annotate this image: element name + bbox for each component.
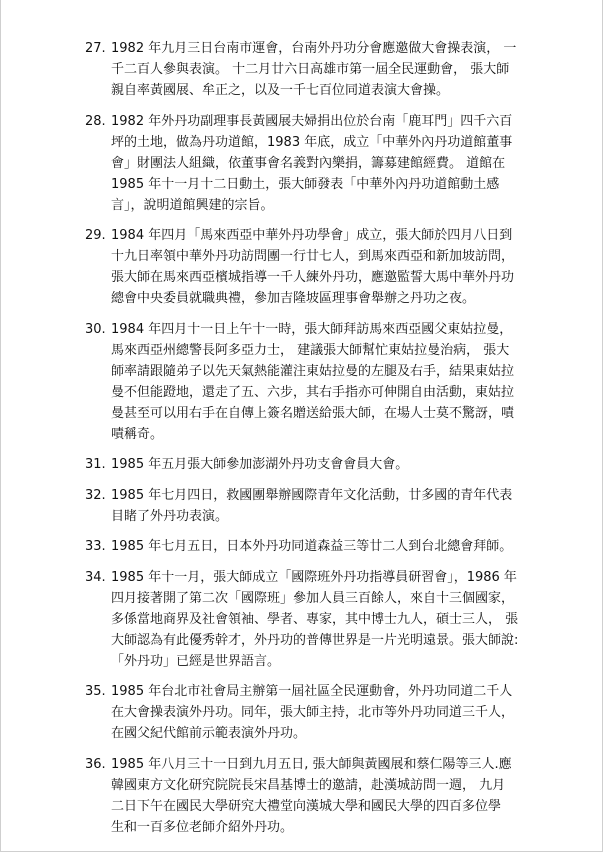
item-text-line: 1984 年四月「馬來西亞中華外丹功學會」成立，張大師於四月八日到	[111, 228, 513, 243]
item-number: 30.	[85, 321, 106, 337]
item-text-line: 大師認為有此優秀幹才，外丹功的普傳世界是一片光明遠景。張大師說:	[111, 632, 519, 648]
item-text-line: 在國父紀代館前示範表演外丹功。	[111, 726, 307, 741]
item-text-line: 1984 年四月十一日上午十一時，張大師拜訪馬來西亞國父東姑拉曼，	[111, 321, 513, 337]
item-text-line: 1985 年七月四日，救國團舉辦國際青年文化活動，廿多國的青年代表	[111, 487, 513, 503]
item-text	[111, 754, 557, 838]
item-text-line: 十九日率領中華外丹功訪問團一行廿七人，到馬來西亞和新加坡訪問，	[111, 249, 515, 264]
list-item	[85, 567, 557, 672]
item-text-line: 生和一百多位老師介紹外丹功。	[111, 819, 294, 835]
item-text-line: 1982 年九月三日台南市運會，台南外丹功分會應邀做大會操表演， 一	[111, 41, 517, 56]
item-text-line: 曼不但能蹬地，還走了五、六步，其右手指亦可伸開自由活動，東姑拉	[111, 384, 515, 400]
item-text	[111, 225, 557, 309]
list-item	[85, 38, 557, 101]
item-text-line: 1985 年八月三十一日到九月五日, 張大師與黃國展和蔡仁陽等三人.應	[111, 756, 512, 772]
item-text-line: 千二百人參與表演。 十二月廿六日高雄市第一屆全民運動會， 張大師	[111, 62, 510, 77]
item-text-line: 師率請跟隨弟子以先天氣熱能灌注東姑拉曼的左腿及右手，結果東姑拉	[111, 363, 515, 379]
item-text-line: 多係當地商界及社會領袖、學者、專家，其中博士九人，碩士三人， 張	[111, 611, 519, 627]
item-text-line: 1985 年七月五日，日本外丹功同道森益三等廿二人到台北總會拜師。	[111, 539, 513, 554]
list-item	[85, 681, 557, 744]
item-text-line: 親自率黃國展、牟正之，以及一千七百位同道表演大會操。	[111, 83, 450, 98]
item-text	[111, 454, 557, 475]
item-text-line: 1985 年十一月，張大師成立「國際班外丹功指導員研習會」，1986 年	[111, 569, 517, 585]
item-text-line: 在大會操表演外丹功。同年，張大師主持，北市等外丹功同道三千人，	[111, 705, 515, 720]
list-item	[85, 225, 557, 309]
chronology-list	[85, 38, 557, 847]
item-text	[111, 536, 557, 557]
item-text	[111, 567, 557, 672]
item-number: 36.	[85, 756, 106, 772]
item-text	[111, 681, 557, 744]
item-number: 29.	[85, 228, 106, 243]
item-text-line: 1985 年十一月十二日動土，張大師發表「中華外內丹功道館動土感	[111, 176, 500, 192]
item-number: 34.	[85, 569, 106, 585]
item-number: 27.	[85, 41, 106, 56]
item-text	[111, 111, 557, 216]
item-text-line: 1985 年台北市社會局主辦第一屆社區全民運動會，外丹功同道二千人	[111, 684, 513, 699]
item-number: 35.	[85, 684, 106, 699]
item-text-line: 馬來西亞州總警長阿多亞力士， 建議張大師幫忙東姑拉曼治病， 張大	[111, 342, 510, 358]
item-text	[111, 38, 557, 101]
list-item	[85, 754, 557, 838]
item-text-line: 二日下午在國民大學研究大禮堂向漢城大學和國民大學的四百多位學	[111, 798, 502, 814]
item-text-line: 目睹了外丹功表演。	[111, 508, 229, 524]
list-item	[85, 319, 557, 445]
item-number: 33.	[85, 539, 106, 554]
list-item	[85, 454, 557, 475]
item-text	[111, 485, 557, 527]
item-text-line: 總會中央委員就職典禮，參加吉隆坡區理事會舉辦之丹功之夜。	[111, 291, 476, 306]
item-number: 31.	[85, 457, 106, 472]
item-text-line: 張大師在馬來西亞檳城指導一千人練外丹功，應邀監誓大馬中華外丹功	[111, 270, 515, 285]
item-text-line: 「外丹功」已經是世界語言。	[111, 653, 281, 669]
item-text	[111, 319, 557, 445]
item-text-line: 會」財團法人組織，依董事會名義對內樂捐，籌募建館經費。 道館在	[111, 155, 506, 171]
item-text-line: 1982 年外丹功副理事長黃國展夫婦捐出位於台南「鹿耳門」四千六百	[111, 113, 513, 129]
item-text-line: 言」，說明道館興建的宗旨。	[111, 197, 274, 213]
list-item	[85, 111, 557, 216]
item-text-line: 四月接著開了第二次「國際班」參加人員三百餘人，來自十三個國家，	[111, 590, 515, 606]
item-text-line: 坪的土地，做為丹功道館，1983 年底，成立「中華外內丹功道館董事	[111, 134, 513, 150]
item-text-line: 曼甚至可以用右手在自傳上簽名贈送給張大師，在場人士莫不驚訝，嘖	[111, 405, 515, 421]
list-item	[85, 485, 557, 527]
item-text-line: 嘖稱奇。	[111, 426, 164, 442]
list-item	[85, 536, 557, 557]
item-number: 28.	[85, 113, 106, 129]
item-number: 32.	[85, 487, 106, 503]
item-text-line: 韓國東方文化研究院院長宋昌基博士的邀請，赴漢城訪問一週， 九月	[111, 777, 506, 793]
item-text-line: 1985 年五月張大師參加澎湖外丹功支會會員大會。	[111, 457, 409, 472]
